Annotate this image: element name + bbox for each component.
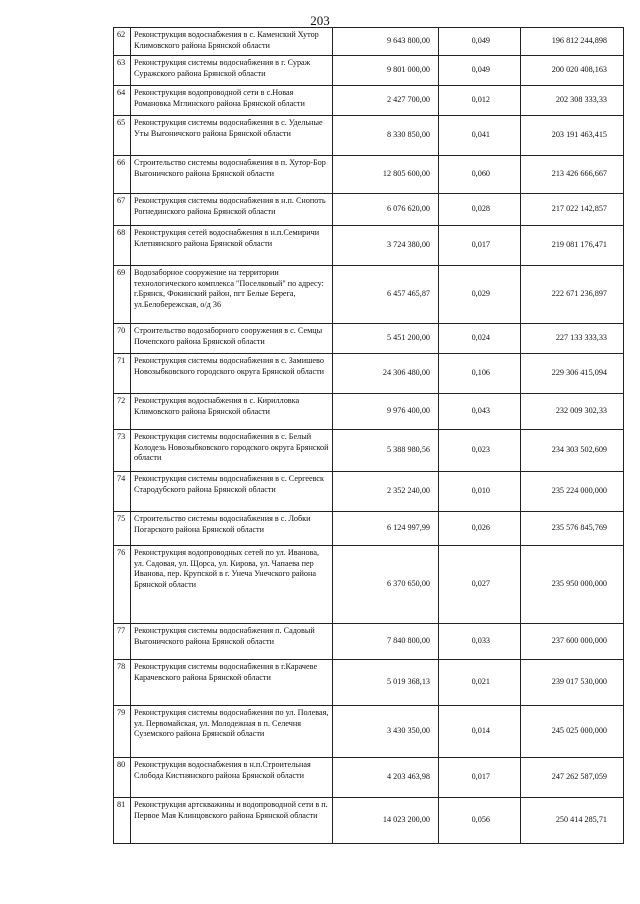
project-name: Строительство системы водоснабжения в с. Лобки Погарского района Брянской области [131, 512, 333, 546]
row-number: 74 [114, 472, 131, 512]
total-cost: 245 025 000,000 [521, 706, 624, 758]
project-cost: 3 724 380,00 [333, 226, 439, 266]
row-number: 69 [114, 266, 131, 324]
row-number: 68 [114, 226, 131, 266]
cost-share: 0,041 [439, 116, 521, 156]
row-number: 81 [114, 798, 131, 844]
table-row [114, 194, 624, 226]
total-cost: 217 022 142,857 [521, 194, 624, 226]
project-cost: 5 451 200,00 [333, 324, 439, 354]
project-name: Водозаборное сооружение на территории технологического комплекса "Поселковый" по адресу: г.Брянск, Фокинский район, пгт Белые Берега, ул.Белобережская, о/д 36 [131, 266, 333, 324]
table-row [114, 56, 624, 86]
project-name: Реконструкция системы водоснабжения по ул. Полевая, ул. Первомайская, ул. Молодежная в п. Селечня Суземского района Брянской области [131, 706, 333, 758]
table-row [114, 354, 624, 394]
row-number: 65 [114, 116, 131, 156]
page-number: 203 [310, 13, 330, 28]
row-number: 78 [114, 660, 131, 706]
table-row [114, 324, 624, 354]
total-cost: 227 133 333,33 [521, 324, 624, 354]
table-row [114, 226, 624, 266]
total-cost: 234 303 502,609 [521, 430, 624, 472]
project-cost: 5 019 368,13 [333, 660, 439, 706]
project-name: Реконструкция системы водоснабжения в с. Белый Колодезь Новозыбковского городского округа Брянской области [131, 430, 333, 472]
row-number: 62 [114, 28, 131, 56]
table-row [114, 394, 624, 430]
row-number: 77 [114, 624, 131, 660]
total-cost: 219 081 176,471 [521, 226, 624, 266]
project-name: Реконструкция системы водоснабжения в н.п. Снопоть Рогнединского района Брянской области [131, 194, 333, 226]
cost-share: 0,014 [439, 706, 521, 758]
project-cost: 24 306 480,00 [333, 354, 439, 394]
total-cost: 235 950 000,000 [521, 546, 624, 624]
project-name: Реконструкция системы водоснабжения в г. Сураж Суражского района Брянской области [131, 56, 333, 86]
cost-share: 0,043 [439, 394, 521, 430]
cost-share: 0,056 [439, 798, 521, 844]
cost-share: 0,106 [439, 354, 521, 394]
cost-share: 0,017 [439, 226, 521, 266]
cost-share: 0,021 [439, 660, 521, 706]
total-cost: 232 009 302,33 [521, 394, 624, 430]
cost-share: 0,023 [439, 430, 521, 472]
project-name: Реконструкция артскважины и водопроводной сети в п. Первое Мая Клинцовского района Брянской области [131, 798, 333, 844]
project-name: Реконструкция системы водоснабжения в с. Удельные Уты Выгоничского района Брянской области [131, 116, 333, 156]
cost-share: 0,028 [439, 194, 521, 226]
table-row [114, 798, 624, 844]
row-number: 79 [114, 706, 131, 758]
total-cost: 202 308 333,33 [521, 86, 624, 116]
table-row [114, 472, 624, 512]
project-cost: 14 023 200,00 [333, 798, 439, 844]
project-cost: 9 976 400,00 [333, 394, 439, 430]
total-cost: 203 191 463,415 [521, 116, 624, 156]
project-cost: 4 203 463,98 [333, 758, 439, 798]
table-row [114, 430, 624, 472]
project-name: Реконструкция системы водоснабжения п. Садовый Выгоничского района Брянской области [131, 624, 333, 660]
table-row [114, 660, 624, 706]
project-cost: 8 330 850,00 [333, 116, 439, 156]
table-row [114, 116, 624, 156]
total-cost: 247 262 587,059 [521, 758, 624, 798]
project-cost: 9 801 000,00 [333, 56, 439, 86]
project-cost: 6 370 650,00 [333, 546, 439, 624]
table-row [114, 512, 624, 546]
project-name: Реконструкция водоснабжения в н.п.Строительная Слобода Кистнянского района Брянской области [131, 758, 333, 798]
project-cost: 2 427 700,00 [333, 86, 439, 116]
cost-share: 0,026 [439, 512, 521, 546]
project-name: Реконструкция системы водоснабжения в с. Сергеевск Стародубского района Брянской области [131, 472, 333, 512]
table-row [114, 546, 624, 624]
row-number: 80 [114, 758, 131, 798]
cost-share: 0,060 [439, 156, 521, 194]
project-cost: 3 430 350,00 [333, 706, 439, 758]
project-cost: 12 805 600,00 [333, 156, 439, 194]
total-cost: 239 017 530,000 [521, 660, 624, 706]
cost-share: 0,033 [439, 624, 521, 660]
row-number: 72 [114, 394, 131, 430]
table-row [114, 758, 624, 798]
row-number: 67 [114, 194, 131, 226]
table-row [114, 28, 624, 56]
row-number: 76 [114, 546, 131, 624]
table-row [114, 86, 624, 116]
project-cost: 7 840 800,00 [333, 624, 439, 660]
table-row [114, 266, 624, 324]
row-number: 64 [114, 86, 131, 116]
project-name: Реконструкция водопроводной сети в с.Новая Романовка Мглинского района Брянской области [131, 86, 333, 116]
project-name: Реконструкция системы водоснабжения в г.Карачеве Карачевского района Брянской области [131, 660, 333, 706]
project-name: Реконструкция водоснабжения в с. Кирилловка Климовского района Брянской области [131, 394, 333, 430]
cost-share: 0,012 [439, 86, 521, 116]
project-name: Реконструкция водопроводных сетей по ул. Иванова, ул. Садовая, ул. Щорса, ул. Кирова, ул. Чапаева пер Иванова, пер. Крупской в г. Унеча Унечского района Брянской области [131, 546, 333, 624]
project-name: Строительство водозаборного сооружения в с. Семцы Почепского района Брянской области [131, 324, 333, 354]
total-cost: 235 224 000,000 [521, 472, 624, 512]
total-cost: 237 600 000,000 [521, 624, 624, 660]
project-name: Реконструкция сетей водоснабжения в н.п.Семиричи Клетнянского района Брянской области [131, 226, 333, 266]
cost-share: 0,010 [439, 472, 521, 512]
row-number: 63 [114, 56, 131, 86]
project-cost: 6 124 997,99 [333, 512, 439, 546]
row-number: 66 [114, 156, 131, 194]
project-name: Реконструкция системы водоснабжения в с. Замишево Новозыбковского городского округа Брянской области [131, 354, 333, 394]
project-cost: 6 076 620,00 [333, 194, 439, 226]
cost-share: 0,049 [439, 28, 521, 56]
row-number: 70 [114, 324, 131, 354]
row-number: 75 [114, 512, 131, 546]
project-name: Реконструкция водоснабжения в с. Каменский Хутор Климовского района Брянской области [131, 28, 333, 56]
cost-share: 0,024 [439, 324, 521, 354]
total-cost: 213 426 666,667 [521, 156, 624, 194]
table-row [114, 706, 624, 758]
project-name: Строительство системы водоснабжения в п. Хутор-Бор Выгоничского района Брянской области [131, 156, 333, 194]
total-cost: 250 414 285,71 [521, 798, 624, 844]
cost-share: 0,017 [439, 758, 521, 798]
table-row [114, 156, 624, 194]
projects-table-body [114, 28, 624, 844]
project-cost: 9 643 800,00 [333, 28, 439, 56]
projects-table [113, 27, 624, 844]
cost-share: 0,027 [439, 546, 521, 624]
project-cost: 5 388 980,56 [333, 430, 439, 472]
row-number: 73 [114, 430, 131, 472]
row-number: 71 [114, 354, 131, 394]
cost-share: 0,029 [439, 266, 521, 324]
total-cost: 196 812 244,898 [521, 28, 624, 56]
total-cost: 222 671 236,897 [521, 266, 624, 324]
project-cost: 6 457 465,87 [333, 266, 439, 324]
table-row [114, 624, 624, 660]
total-cost: 200 020 408,163 [521, 56, 624, 86]
cost-share: 0,049 [439, 56, 521, 86]
total-cost: 235 576 845,769 [521, 512, 624, 546]
total-cost: 229 306 415,094 [521, 354, 624, 394]
project-cost: 2 352 240,00 [333, 472, 439, 512]
